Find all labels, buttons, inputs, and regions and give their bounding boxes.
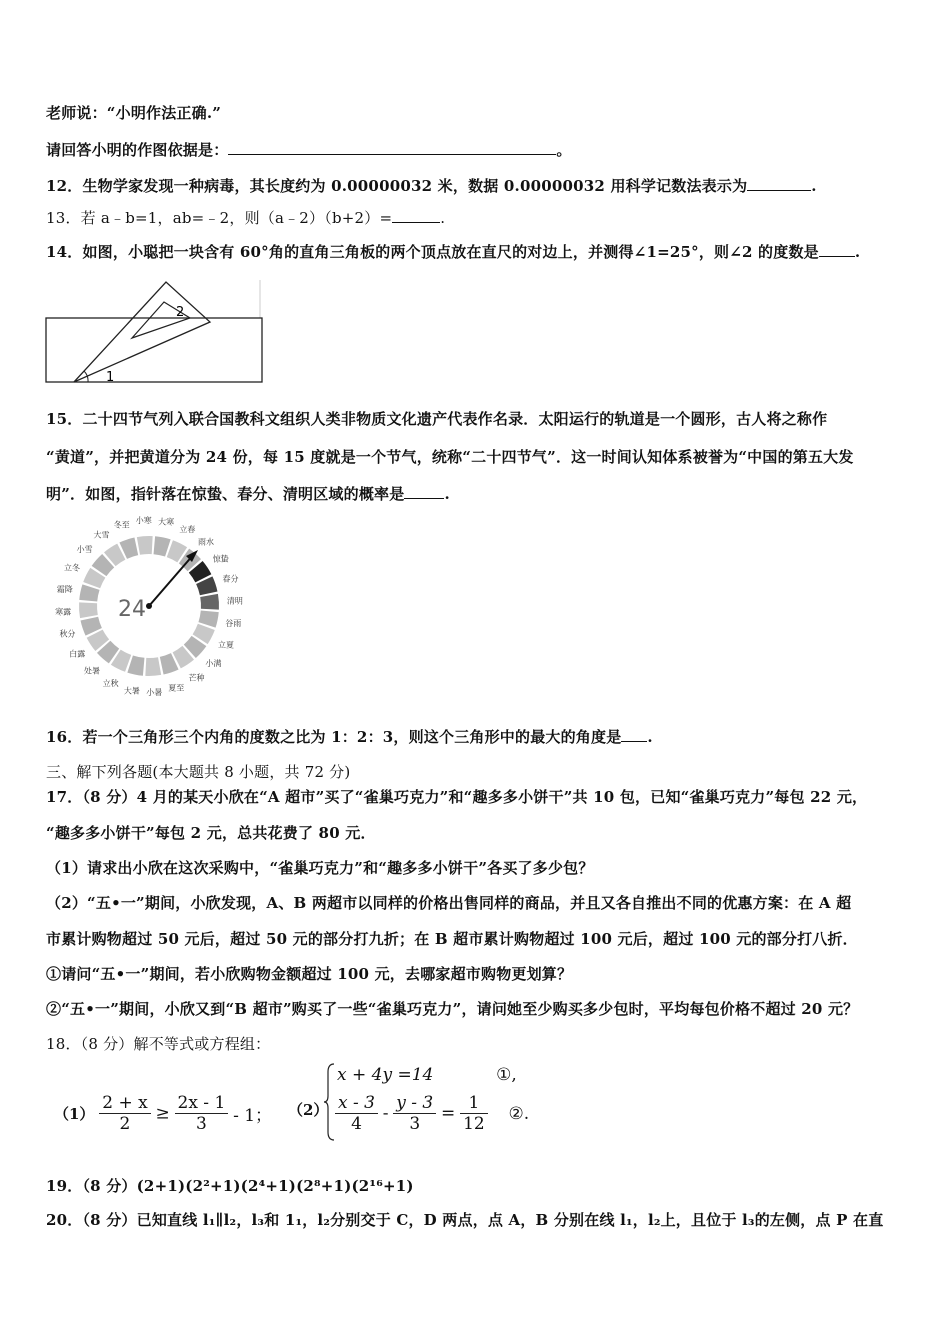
wheel-term-label: 白露 [69,649,86,659]
question-13 [46,207,445,228]
wheel-term-label: 立秋 [102,678,119,688]
question-17-part-2-line-1: （2）“五•一”期间，小欣发现，A、B 两超市以同样的价格出售同样的商品，并且又各自推出不同的优惠方案：在 A 超 [46,894,852,912]
question-16 [46,726,653,747]
question-14 [46,241,860,262]
wheel-term-label: 惊蛰 [212,554,229,564]
inequality-tail: - 1； [233,1106,273,1126]
solar-terms-wheel [46,514,256,704]
answer-blank [404,484,444,499]
question-basis-text: 请回答小明的作图依据是： [46,141,229,159]
angle-2-label: 2 [176,305,185,320]
question-19: 19．（8 分）(2+1)(2²+1)(2⁴+1)(2⁸+1)(2¹⁶+1) [46,1177,414,1195]
fraction-rhs [175,1093,229,1134]
eq2-fraction-c [460,1093,488,1134]
wheel-term-label: 大寒 [158,517,175,527]
eq2-minus: - [382,1103,389,1124]
question-basis-end: 。 [556,141,572,159]
wheel-term-label: 立冬 [64,563,81,573]
system-equation-1 [337,1065,517,1085]
question-16-end: . [647,728,653,746]
equation-2-mark: ②. [508,1103,530,1124]
question-15-line-1: 15．二十四节气列入联合国教科文组织人类非物质文化遗产代表作名录．太阳运行的轨道是一个圆形，古人将之称作 [46,410,828,428]
ruler [46,318,262,382]
wheel-term-label: 春分 [222,574,239,584]
answer-blank [747,176,811,191]
wheel-term-label: 夏至 [168,683,185,693]
question-15-end: . [444,485,450,503]
wheel-segment [154,536,171,556]
wheel-term-label: 芒种 [188,673,205,683]
wheel-segment [198,611,218,628]
wheel-term-label: 雨水 [197,537,214,547]
wheel-center-number: 24 [118,597,146,622]
wheel-term-label: 小暑 [146,687,163,697]
eq2-fraction-b-numerator: y - 3 [393,1093,436,1114]
eq2-fraction-a-denominator: 4 [351,1114,362,1134]
eq2-fraction-b-denominator: 3 [409,1114,421,1134]
wheel-segment [79,602,98,618]
wheel-term-label: 大暑 [123,686,140,696]
question-13-text: 13．若 a﹣b=1，ab=﹣2，则（a﹣2）（b+2）= [46,209,393,227]
inequality-sign: ≥ [155,1103,170,1124]
question-18: 18．（8 分）解不等式或方程组： [46,1035,271,1053]
question-14-end: . [854,243,861,261]
wheel-term-label: 立春 [179,525,196,535]
system-brace [322,1062,336,1142]
q18-part-1-label: （1） [54,1105,95,1123]
question-15-line-3 [46,483,450,504]
wheel-term-label: 谷雨 [225,619,242,629]
wheel-segment [200,594,219,610]
fraction-lhs-denominator: 2 [119,1114,131,1134]
fraction-rhs-denominator: 3 [195,1114,207,1134]
wheel-term-label: 寒露 [55,607,72,617]
question-17-part-2-line-2: 市累计购物超过 50 元后，超过 50 元的部分打九折；在 B 超市累计购物超过 100 元后，超过 100 元的部分打八折． [46,930,858,948]
eq2-fraction-c-denominator: 12 [463,1114,485,1134]
question-12-end: . [811,177,817,195]
eq2-fraction-c-numerator: 1 [460,1093,488,1114]
question-17-line-1: 17．（8 分）4 月的某天小欣在“A 超市”买了“雀巢巧克力”和“趣多多小饼干”共 10 包，已知“雀巢巧克力”每包 22 元， [46,788,868,806]
teacher-says-line: 老师说：“小明作法正确.” [46,104,222,122]
eq2-fraction-a [335,1093,378,1134]
wheel-term-label: 秋分 [59,629,76,639]
wheel-pivot [146,603,152,609]
wheel-term-label: 小满 [205,658,222,668]
section-3-heading: 三、解下列各题(本大题共 8 小题，共 72 分) [46,763,351,781]
question-15-text: 明”．如图，指针落在惊蛰、春分、清明区域的概率是 [46,485,405,503]
question-16-text: 16．若一个三角形三个内角的度数之比为 1：2：3，则这个三角形中的最大的角度是 [46,728,622,746]
wheel-pointer [149,554,194,606]
q18-part-1 [54,1093,272,1134]
equation-1-mark: ①, [496,1065,517,1085]
q18-part-2-label: （2） [288,1101,329,1119]
answer-blank [621,727,647,742]
wheel-term-label: 小寒 [135,516,152,526]
ruler-triangle-figure [44,278,266,386]
eq2-equals: = [441,1103,456,1124]
question-basis [46,139,572,160]
wheel-term-label: 大雪 [93,530,110,540]
question-17-sub-2: ②“五•一”期间，小欣又到“B 超市”购买了一些“雀巢巧克力”，请问她至少购买多少包时，平均每包价格不超过 20 元？ [46,1000,859,1018]
wheel-term-label: 冬至 [113,520,130,530]
wheel-segment [137,536,153,555]
equation-1: x + 4y =14 [337,1065,434,1085]
wheel-term-label: 小雪 [76,545,93,555]
question-15-line-2: “黄道”，并把黄道分为 24 份，每 15 度就是一个节气，统称“二十四节气”．这一时间认知体系被誉为“中国的第五大发 [46,448,854,466]
question-12-text: 12．生物学家发现一种病毒，其长度约为 0.00000032 米，数据 0.00000032 用科学记数法表示为 [46,177,748,195]
question-17-sub-1: ①请问“五•一”期间，若小欣购物金额超过 100 元，去哪家超市购物更划算？ [46,965,573,983]
wheel-segment [127,655,144,675]
answer-blank [392,208,440,223]
wheel-term-label: 处暑 [84,666,101,676]
question-20: 20．（8 分）已知直线 l₁∥l₂，l₃和 1₁，l₂分别交于 C，D 两点，点 A，B 分别在线 l₁，l₂上，且位于 l₃的左侧，点 P 在直 [46,1211,884,1229]
fraction-lhs [99,1093,150,1134]
wheel-term-label: 清明 [226,596,243,606]
wheel-segment [79,584,99,601]
answer-blank [819,242,855,257]
wheel-term-label: 霜降 [56,584,73,594]
question-12 [46,175,817,196]
answer-blank [228,140,556,155]
wheel-term-label: 立夏 [217,640,234,650]
fraction-lhs-numerator: 2 + x [99,1093,150,1114]
wheel-segment [145,657,161,676]
question-13-end: . [440,209,446,227]
system-equation-2 [335,1093,529,1134]
angle-1-label: 1 [106,370,115,385]
fraction-rhs-numerator: 2x - 1 [175,1093,229,1114]
eq2-fraction-a-numerator: x - 3 [335,1093,378,1114]
question-17-part-1: （1）请求出小欣在这次采购中，“雀巢巧克力”和“趣多多小饼干”各买了多少包？ [46,859,594,877]
set-square-outer [74,282,210,382]
eq2-fraction-b [393,1093,436,1134]
question-17-line-2: “趣多多小饼干”每包 2 元，总共花费了 80 元． [46,824,376,842]
question-14-text: 14．如图，小聪把一块含有 60°角的直角三角板的两个顶点放在直尺的对边上，并测得∠1=25°，则∠2 的度数是 [46,243,819,261]
